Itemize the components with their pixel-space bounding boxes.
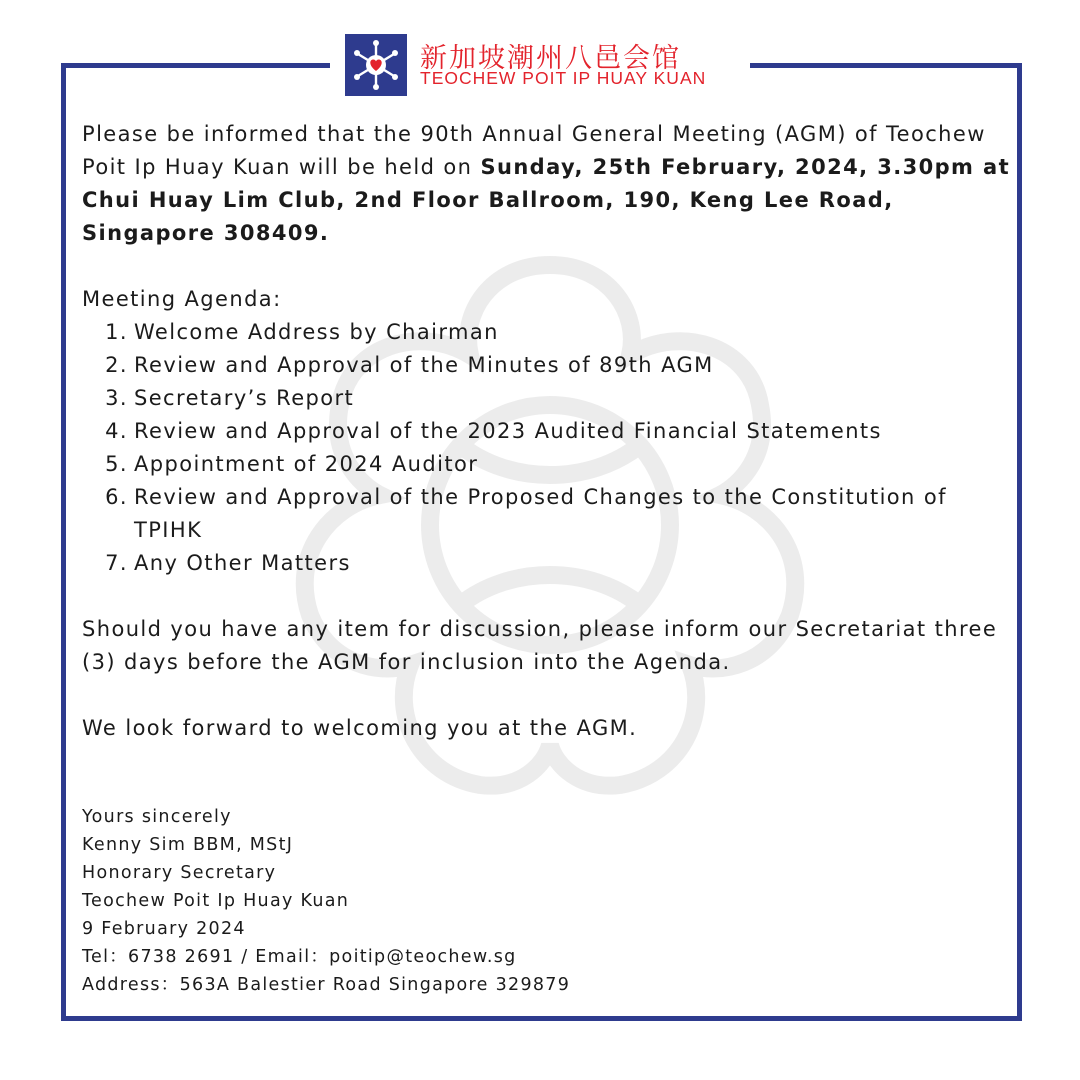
discussion-note: Should you have any item for discussion, please inform our Secretariat three (3) days before the AGM for inclusion into the Agenda. bbox=[82, 617, 998, 674]
agenda-item-text: Secretary’s Report bbox=[134, 386, 355, 410]
agenda-item-text: Welcome Address by Chairman bbox=[134, 320, 499, 344]
snowflake-heart-logo-icon bbox=[345, 34, 407, 96]
signatory-organisation: Teochew Poit Ip Huay Kuan bbox=[82, 891, 350, 911]
org-name-chinese: 新加坡潮州八邑会馆 bbox=[420, 43, 681, 74]
agenda-item bbox=[82, 382, 1012, 415]
intro-text: Please be informed that the 90th Annual General Meeting (AGM) of Teochew Poit Ip Huay Kuan will be held on bbox=[82, 122, 986, 179]
address-line: Address：563A Balestier Road Singapore 329879 bbox=[82, 975, 571, 995]
agenda-item bbox=[82, 316, 1012, 349]
agenda-item-number: 4. bbox=[105, 419, 128, 443]
agenda-item bbox=[82, 349, 1012, 382]
agenda-item-number: 6. bbox=[105, 485, 128, 509]
agenda-item-number: 7. bbox=[105, 551, 128, 575]
letter-body bbox=[82, 118, 1012, 745]
agenda-item-text: Review and Approval of the 2023 Audited Financial Statements bbox=[134, 419, 882, 443]
salutation: Yours sincerely bbox=[82, 807, 232, 827]
agenda-item-text: Review and Approval of the Proposed Changes to the Constitution of TPIHK bbox=[134, 485, 947, 542]
agenda-item-text: Appointment of 2024 Auditor bbox=[134, 452, 479, 476]
letter-date: 9 February 2024 bbox=[82, 919, 246, 939]
agenda-item-text: Review and Approval of the Minutes of 89th AGM bbox=[134, 353, 714, 377]
agenda-item bbox=[82, 547, 1012, 580]
org-name-english: TEOCHEW POIT IP HUAY KUAN bbox=[420, 68, 707, 88]
meeting-details: Sunday, 25th February, 2024, 3.30pm at Chui Huay Lim Club, 2nd Floor Ballroom, 190, Keng Lee Road, Singapore 308409. bbox=[82, 155, 1011, 245]
intro-paragraph bbox=[82, 118, 1012, 250]
contact-line: Tel：6738 2691 / Email：poitip@teochew.sg bbox=[82, 947, 517, 967]
agenda-item-number: 2. bbox=[105, 353, 128, 377]
agenda-item bbox=[82, 481, 1012, 547]
org-logo bbox=[345, 34, 407, 96]
agenda-item-number: 5. bbox=[105, 452, 128, 476]
agenda-list bbox=[82, 316, 1012, 580]
signatory-name: Kenny Sim BBM, MStJ bbox=[82, 835, 294, 855]
signoff-block bbox=[82, 803, 570, 999]
agenda-item-number: 3. bbox=[105, 386, 128, 410]
agenda-item bbox=[82, 415, 1012, 448]
signatory-title: Honorary Secretary bbox=[82, 863, 277, 883]
closing-line: We look forward to welcoming you at the AGM. bbox=[82, 716, 638, 740]
agenda-item-number: 1. bbox=[105, 320, 128, 344]
agenda-item bbox=[82, 448, 1012, 481]
agenda-item-text: Any Other Matters bbox=[134, 551, 351, 575]
agenda-heading: Meeting Agenda: bbox=[82, 287, 282, 311]
